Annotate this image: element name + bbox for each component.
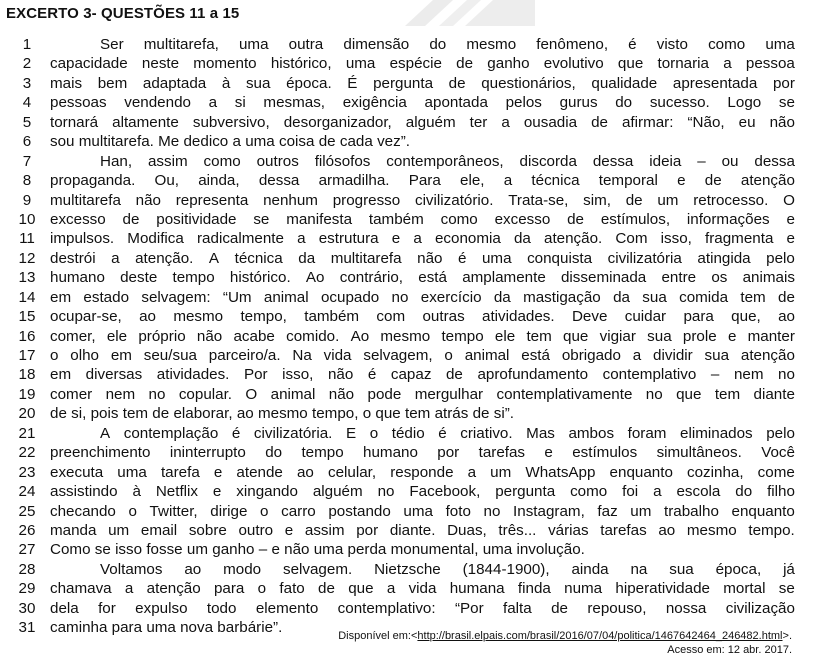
text-line (0, 74, 826, 93)
line-number: 4 (22, 94, 32, 112)
line-number: 24 (18, 483, 36, 501)
text-line (0, 210, 826, 229)
line-text: o olho em seu/sua parceiro/a. Na vida selvagem, o animal está obrigado a dividir sua atenção (50, 347, 795, 364)
line-number: 21 (18, 424, 36, 442)
source-prefix: Disponível em:< (338, 630, 418, 642)
excerpt-text (0, 35, 826, 638)
text-line (0, 521, 826, 540)
text-line (0, 482, 826, 501)
line-number: 28 (18, 560, 36, 578)
source-citation (338, 629, 792, 643)
text-line (0, 385, 826, 404)
line-number: 29 (18, 580, 36, 598)
line-text: Como se isso fosse um ganho – e não uma perda monumental, uma involução. (50, 541, 585, 559)
line-text: Voltamos ao modo selvagem. Nietzsche (1844-1900), ainda na sua época, já (100, 560, 795, 578)
line-text: sou multitarefa. Me dedico a uma coisa de cada vez”. (50, 133, 410, 151)
text-line (0, 365, 826, 384)
line-number: 15 (18, 308, 36, 326)
line-text: Ser multitarefa, uma outra dimensão do mesmo fenômeno, é visto como uma (100, 36, 795, 53)
line-number: 7 (22, 152, 32, 170)
line-text: tornará altamente subversivo, desorganizador, alguém ter a ousadia de afirmar: “Não, eu não (50, 113, 795, 131)
line-number: 31 (18, 619, 36, 637)
line-text: em diversas atividades. Por isso, não é capaz de aprofundamento contemplativo – nem no (50, 366, 795, 384)
line-number: 14 (18, 288, 36, 306)
line-number: 18 (18, 366, 36, 384)
line-text: pessoas vendendo a si mesmas, exigência apontada pelos gurus do sucesso. Logo se (50, 94, 795, 112)
line-text: em estado selvagem: “Um animal ocupado no exercício da mastigação da sua comida tem de (50, 288, 795, 306)
line-text: comer, ele próprio não acabe comido. Ao mesmo tempo ele tem que vigiar sua prole e manter (50, 327, 795, 345)
text-line (0, 268, 826, 287)
text-line (0, 113, 826, 132)
text-line (0, 560, 826, 579)
line-number: 5 (22, 113, 32, 131)
line-number: 6 (22, 133, 32, 151)
watermark-logo-icon (395, 0, 535, 26)
line-text: destrói a atenção. A técnica da multitarefa não é uma conquista civilizatória atingida pelo (50, 249, 795, 267)
access-date: Acesso em: 12 abr. 2017. (667, 644, 792, 656)
line-number: 23 (18, 463, 36, 481)
line-number: 20 (18, 405, 36, 423)
line-text: caminha para uma nova barbárie”. (50, 619, 283, 637)
line-number: 19 (18, 385, 36, 403)
text-line (0, 54, 826, 73)
text-line (0, 307, 826, 326)
line-text: executa uma tarefa e atende ao celular, responde a um WhatsApp enquanto cozinha, come (50, 463, 795, 481)
line-number: 16 (18, 327, 36, 345)
text-line (0, 502, 826, 521)
text-line (0, 327, 826, 346)
line-number: 8 (22, 172, 32, 190)
line-number: 30 (18, 599, 36, 617)
text-line (0, 288, 826, 307)
text-line (0, 599, 826, 618)
line-text: impulsos. Modifica radicalmente a estrutura e a economia da atenção. Com isso, fragmenta e (50, 230, 795, 248)
line-number: 1 (22, 36, 32, 53)
line-number: 22 (18, 444, 36, 462)
text-line (0, 540, 826, 559)
line-text: humano deste tempo histórico. Ao contrário, está amplamente disseminada entre os animais (50, 269, 795, 287)
line-text: comer nem no copular. O animal não pode mergulhar contemplativamente no que tem diante (50, 385, 795, 403)
line-text: checando o Twitter, dirige o carro postando uma foto no Instagram, faz um trabalho enquanto (50, 502, 795, 520)
text-line (0, 35, 826, 54)
line-number: 27 (18, 541, 36, 559)
line-number: 2 (22, 55, 32, 73)
line-text: assistindo à Netflix e xingando alguém no Facebook, pergunta como foi a escola do filho (50, 483, 795, 501)
line-number: 26 (18, 521, 36, 539)
text-line (0, 93, 826, 112)
text-line (0, 443, 826, 462)
text-line (0, 229, 826, 248)
line-number: 10 (18, 210, 36, 228)
text-line (0, 579, 826, 598)
text-line (0, 191, 826, 210)
line-number: 11 (19, 230, 35, 248)
line-text: A contemplação é civilizatória. E o tédio é criativo. Mas ambos foram eliminados pelo (100, 424, 795, 442)
line-number: 12 (18, 249, 36, 267)
line-text: chamava a atenção para o fato de que a vida humana finda numa hiperatividade mortal se (50, 580, 795, 598)
line-number: 9 (22, 191, 32, 209)
line-text: capacidade neste momento histórico, uma espécie de ganho evolutivo que tornaria a pessoa (50, 55, 795, 73)
line-text: dela for expulso todo elemento contemplativo: “Por falta de repouso, nossa civilização (50, 599, 795, 617)
line-text: propaganda. Ou, ainda, dessa armadilha. Para ele, a técnica temporal e de atenção (50, 172, 795, 190)
line-text: Han, assim como outros filósofos contemporâneos, discorda dessa ideia – ou dessa (100, 152, 795, 170)
line-number: 17 (18, 347, 36, 364)
source-link[interactable]: http://brasil.elpais.com/brasil/2016/07/04/politica/1467642464_246482.html (417, 630, 783, 642)
line-text: multitarefa não representa nenhum progresso civilizatório. Trata-se, sim, de um retrocesso. O (50, 191, 795, 209)
line-number: 25 (18, 502, 36, 520)
line-text: de si, pois tem de elaborar, ao mesmo tempo, o que tem atrás de si”. (50, 405, 514, 423)
line-text: manda um email sobre outro e assim por diante. Duas, três... várias tarefas ao mesmo tempo. (50, 521, 795, 539)
line-text: mais bem adaptada à sua época. É pergunta de questionários, qualidade apresentada por (50, 74, 795, 92)
text-line (0, 132, 826, 151)
text-line (0, 171, 826, 190)
line-number: 3 (22, 74, 32, 92)
text-line (0, 346, 826, 365)
line-text: excesso de positividade se manifesta também como excesso de estímulos, informações e (50, 210, 795, 228)
text-line (0, 463, 826, 482)
text-line (0, 404, 826, 423)
line-text: preenchimento ininterrupto do tempo humano por tarefas e estímulos simultâneos. Você (50, 444, 795, 462)
text-line (0, 152, 826, 171)
line-number: 13 (18, 269, 36, 287)
text-line (0, 424, 826, 443)
line-text: ocupar-se, ao mesmo tempo, também com outras atividades. Deve cuidar para que, ao (50, 308, 795, 326)
text-line (0, 249, 826, 268)
source-suffix: >. (782, 630, 792, 642)
excerpt-header: EXCERTO 3- QUESTÕES 11 a 15 (6, 5, 240, 22)
